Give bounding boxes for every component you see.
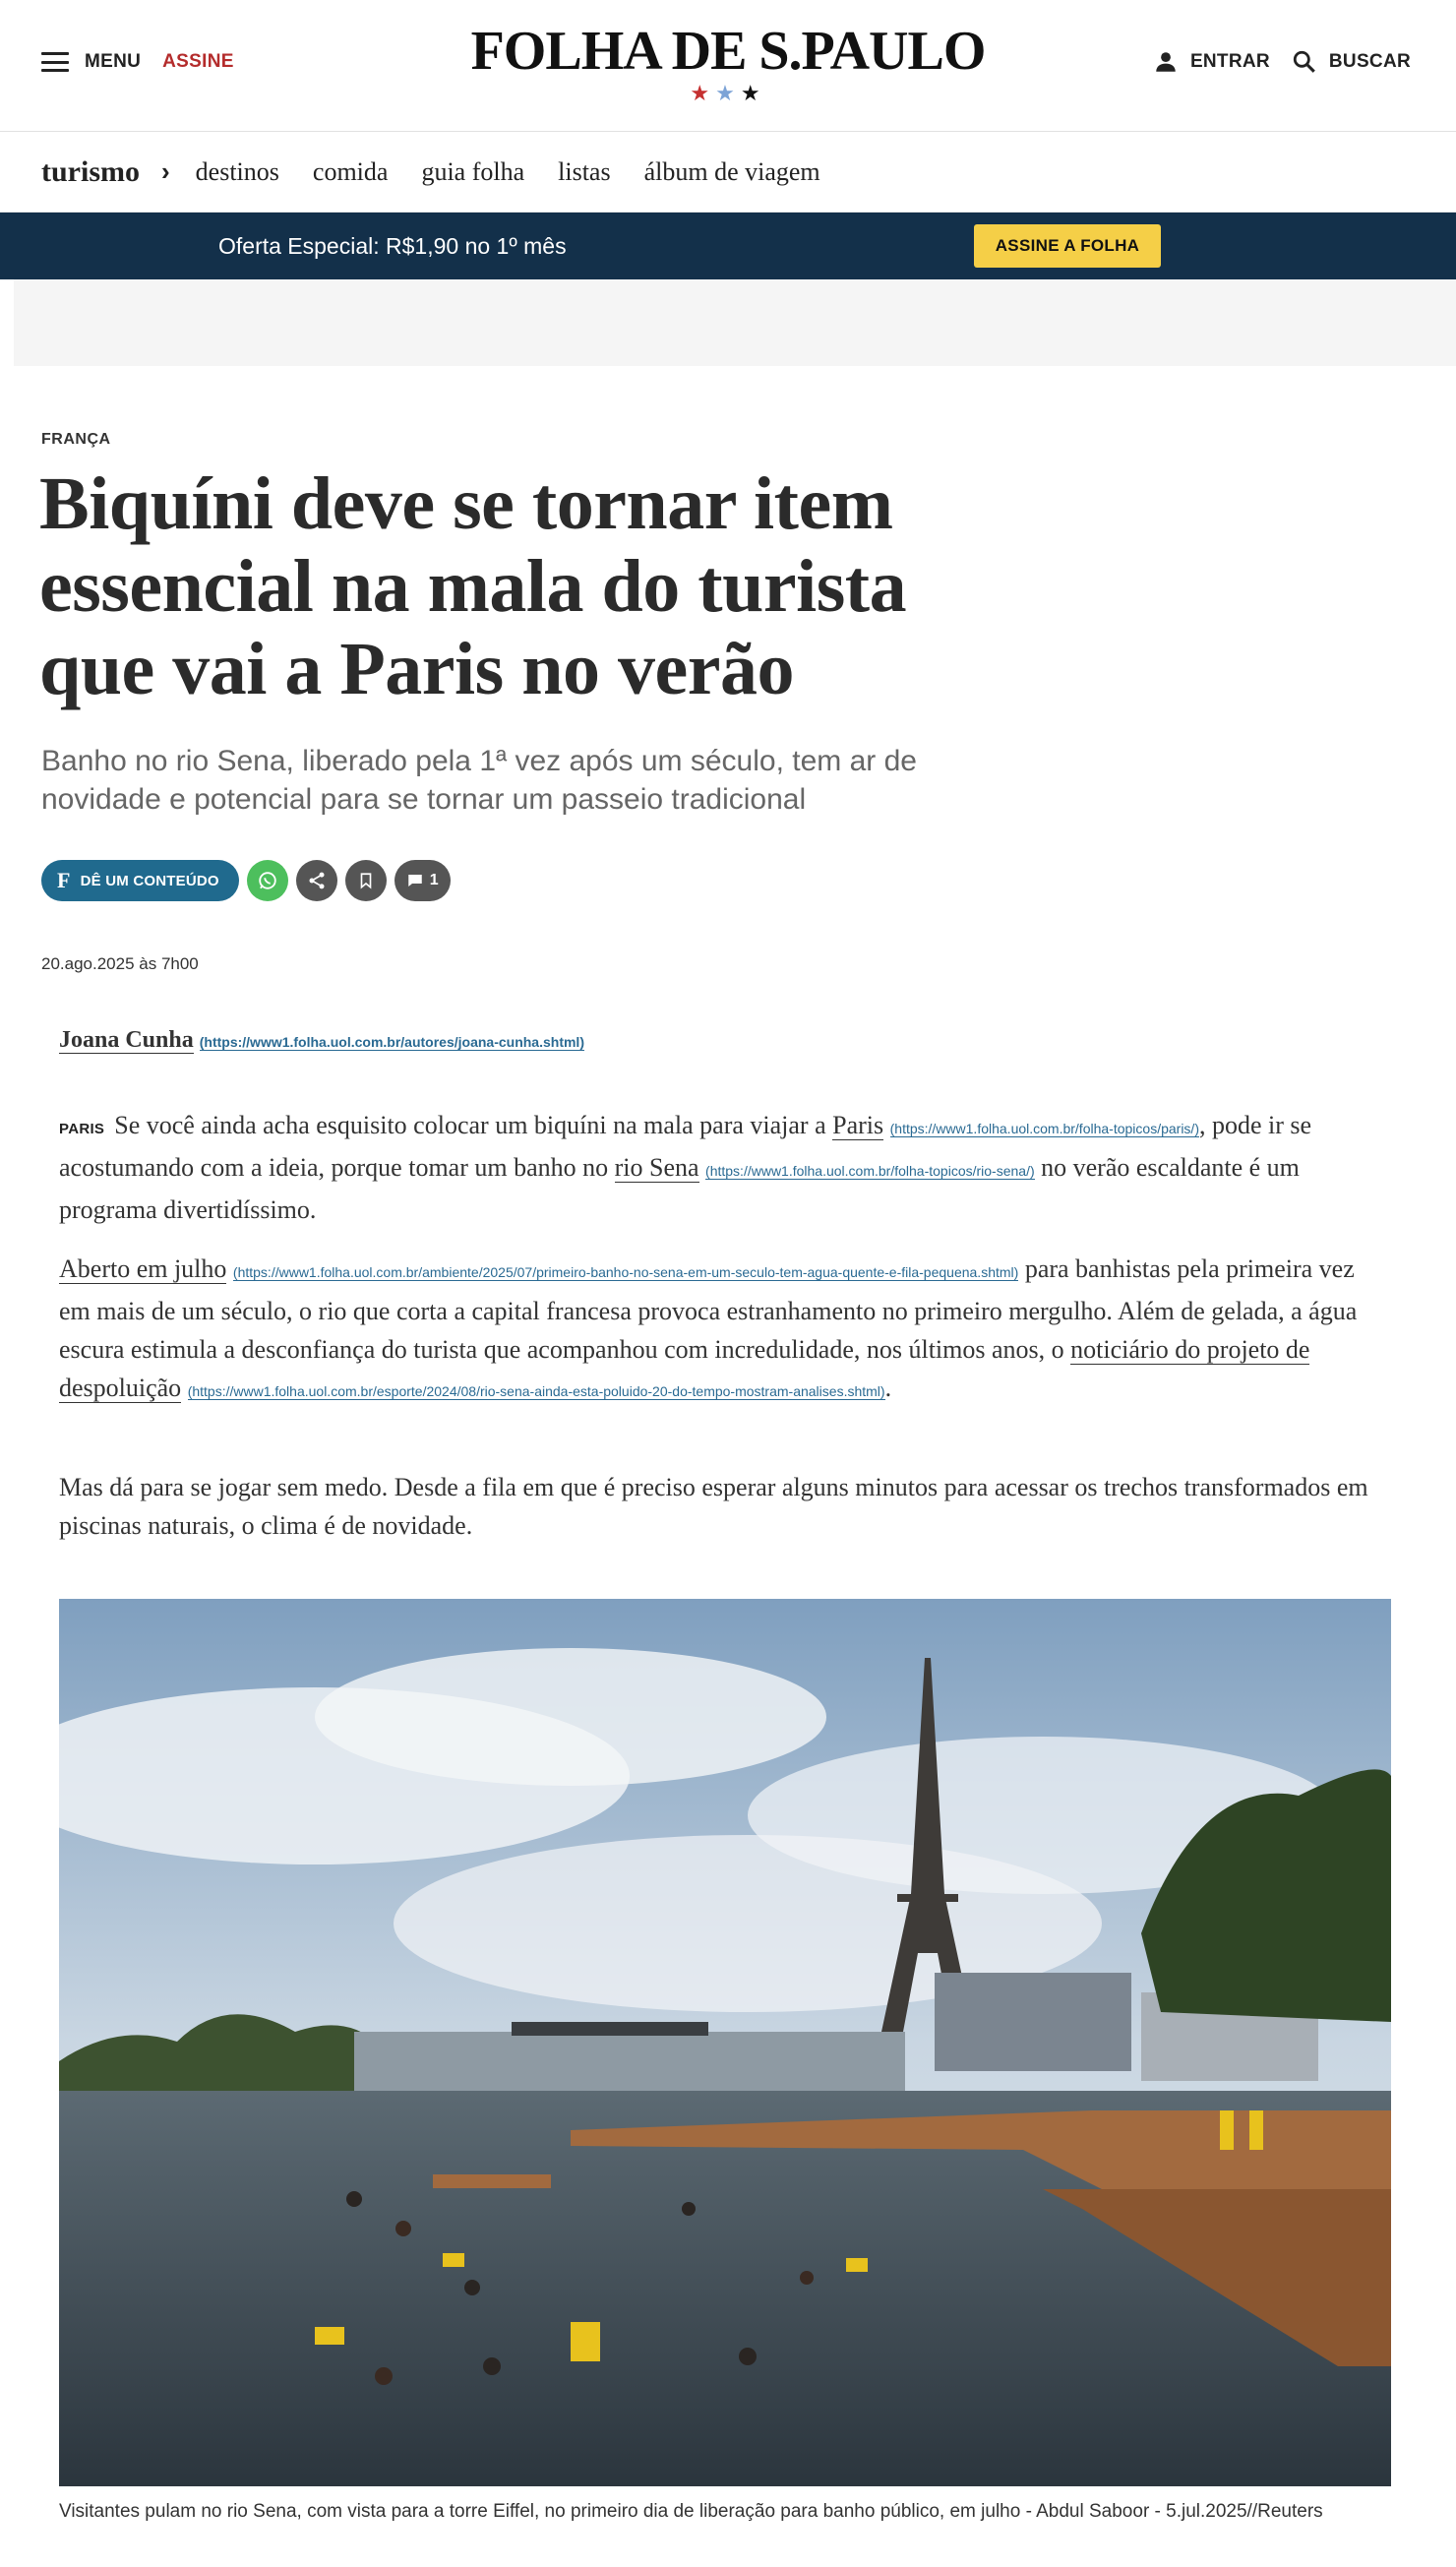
article-toolbar [41, 860, 451, 901]
p2-text-2: . [884, 1374, 892, 1402]
subscribe-link[interactable]: ASSINE [162, 51, 234, 72]
login-button[interactable] [1153, 49, 1270, 75]
place-tag: PARIS [59, 1121, 105, 1137]
p1-text-1: Se você ainda acha esquisito colocar um biquíni na mala para viajar a [114, 1111, 833, 1139]
whatsapp-icon [257, 870, 278, 891]
p2-text-1: para banhistas pela primeira vez em mais de um século, o rio que corta a capital francesa provoca estranhamento no primeiro mergulho. Além de gelada, a água escura estimula a desconfiança do turista que acompanhou com incredulidade, nos últimos anos, o [59, 1254, 1358, 1364]
author-byline [59, 1027, 584, 1054]
nav-link-comida[interactable]: comida [312, 156, 389, 186]
section-title[interactable]: turismo [41, 154, 140, 188]
site-header [0, 0, 1456, 132]
bookmark-button[interactable] [345, 860, 387, 901]
photo-caption: Visitantes pulam no rio Sena, com vista para a torre Eiffel, no primeiro dia de liberação para banho público, em julho - Abdul Saboor - 5.jul.2025//Reuters [59, 2501, 1323, 2522]
author-url[interactable]: (https://www1.folha.uol.com.br/autores/joana-cunha.shtml) [199, 1034, 584, 1050]
share-icon [307, 871, 327, 890]
comments-button[interactable] [394, 860, 451, 901]
comment-count: 1 [429, 872, 439, 888]
offer-bar [0, 213, 1456, 279]
logo-stars: ★★★ [690, 81, 766, 105]
menu-button[interactable]: MENU [85, 51, 142, 72]
author-name[interactable]: Joana Cunha [59, 1027, 194, 1053]
article-subheadline: Banho no rio Sena, liberado pela 1ª vez após um século, tem ar de novidade e potencial para se tornar um passeio tradicional [41, 745, 917, 816]
link-paris[interactable]: Paris [832, 1111, 884, 1139]
paragraph-1 [59, 1106, 1377, 1229]
whatsapp-button[interactable] [247, 860, 288, 901]
nav-link-guia-folha[interactable]: guia folha [421, 156, 525, 186]
p1-text-2: , pode ir se acostumando com a ideia, porque tomar um banho no [59, 1111, 1312, 1182]
article-kicker[interactable]: FRANÇA [41, 431, 111, 448]
login-label: ENTRAR [1189, 51, 1270, 72]
logo-text[interactable]: FOLHA DE S.PAULO [470, 21, 986, 82]
search-label: BUSCAR [1328, 51, 1411, 72]
article-headline: Biquíni deve se tornar item essencial na mala do turista que vai a Paris no verão [39, 462, 907, 710]
gift-content-button[interactable] [41, 860, 239, 901]
url-paris[interactable]: (https://www1.folha.uol.com.br/folha-topicos/paris/) [889, 1121, 1199, 1136]
nav-link-album[interactable]: álbum de viagem [643, 156, 820, 186]
url-despoluicao[interactable]: (https://www1.folha.uol.com.br/esporte/2024/08/rio-sena-ainda-esta-poluido-20-do-tempo-mostram-analises.shtml) [187, 1383, 885, 1399]
link-aberto-em-julho[interactable]: Aberto em julho [59, 1254, 227, 1283]
paragraph-3: Mas dá para se jogar sem medo. Desde a fila em que é preciso esperar alguns minutos para acessar os trechos transformados em piscinas naturais, o clima é de novidade. [59, 1473, 1368, 1540]
folha-f-icon: F [57, 868, 71, 892]
search-icon [1292, 49, 1317, 75]
paragraph-2 [59, 1250, 1377, 1411]
share-button[interactable] [296, 860, 337, 901]
chevron-right-icon: › [161, 156, 170, 186]
url-rio-sena[interactable]: (https://www1.folha.uol.com.br/folha-topicos/rio-sena/) [705, 1163, 1035, 1179]
photo-illustration [59, 1599, 1391, 2486]
article-photo[interactable] [59, 1599, 1391, 2486]
nav-link-listas[interactable]: listas [558, 156, 611, 186]
url-aberto-em-julho[interactable]: (https://www1.folha.uol.com.br/ambiente/2025/07/primeiro-banho-no-sena-em-um-seculo-tem-agua-quente-e-fila-pequena.shtml) [232, 1264, 1019, 1280]
link-rio-sena[interactable]: rio Sena [614, 1153, 699, 1182]
bookmark-icon [357, 871, 375, 890]
section-nav [0, 132, 1456, 213]
header-actions [1153, 49, 1411, 75]
ad-placeholder [14, 279, 1456, 366]
comment-icon [406, 872, 424, 889]
gift-content-label: DÊ UM CONTEÚDO [80, 872, 219, 889]
link-despoluicao[interactable]: noticiário do projeto de despoluição [59, 1335, 1310, 1402]
offer-text: Oferta Especial: R$1,90 no 1º mês [218, 233, 567, 259]
publish-date: 20.ago.2025 às 7h00 [41, 954, 199, 973]
subscribe-button[interactable]: ASSINE A FOLHA [974, 224, 1161, 268]
nav-link-destinos[interactable]: destinos [195, 156, 279, 186]
p1-text-3: no verão escaldante é um programa divertidíssimo. [59, 1153, 1300, 1224]
user-icon [1153, 49, 1179, 75]
search-button[interactable] [1292, 49, 1411, 75]
